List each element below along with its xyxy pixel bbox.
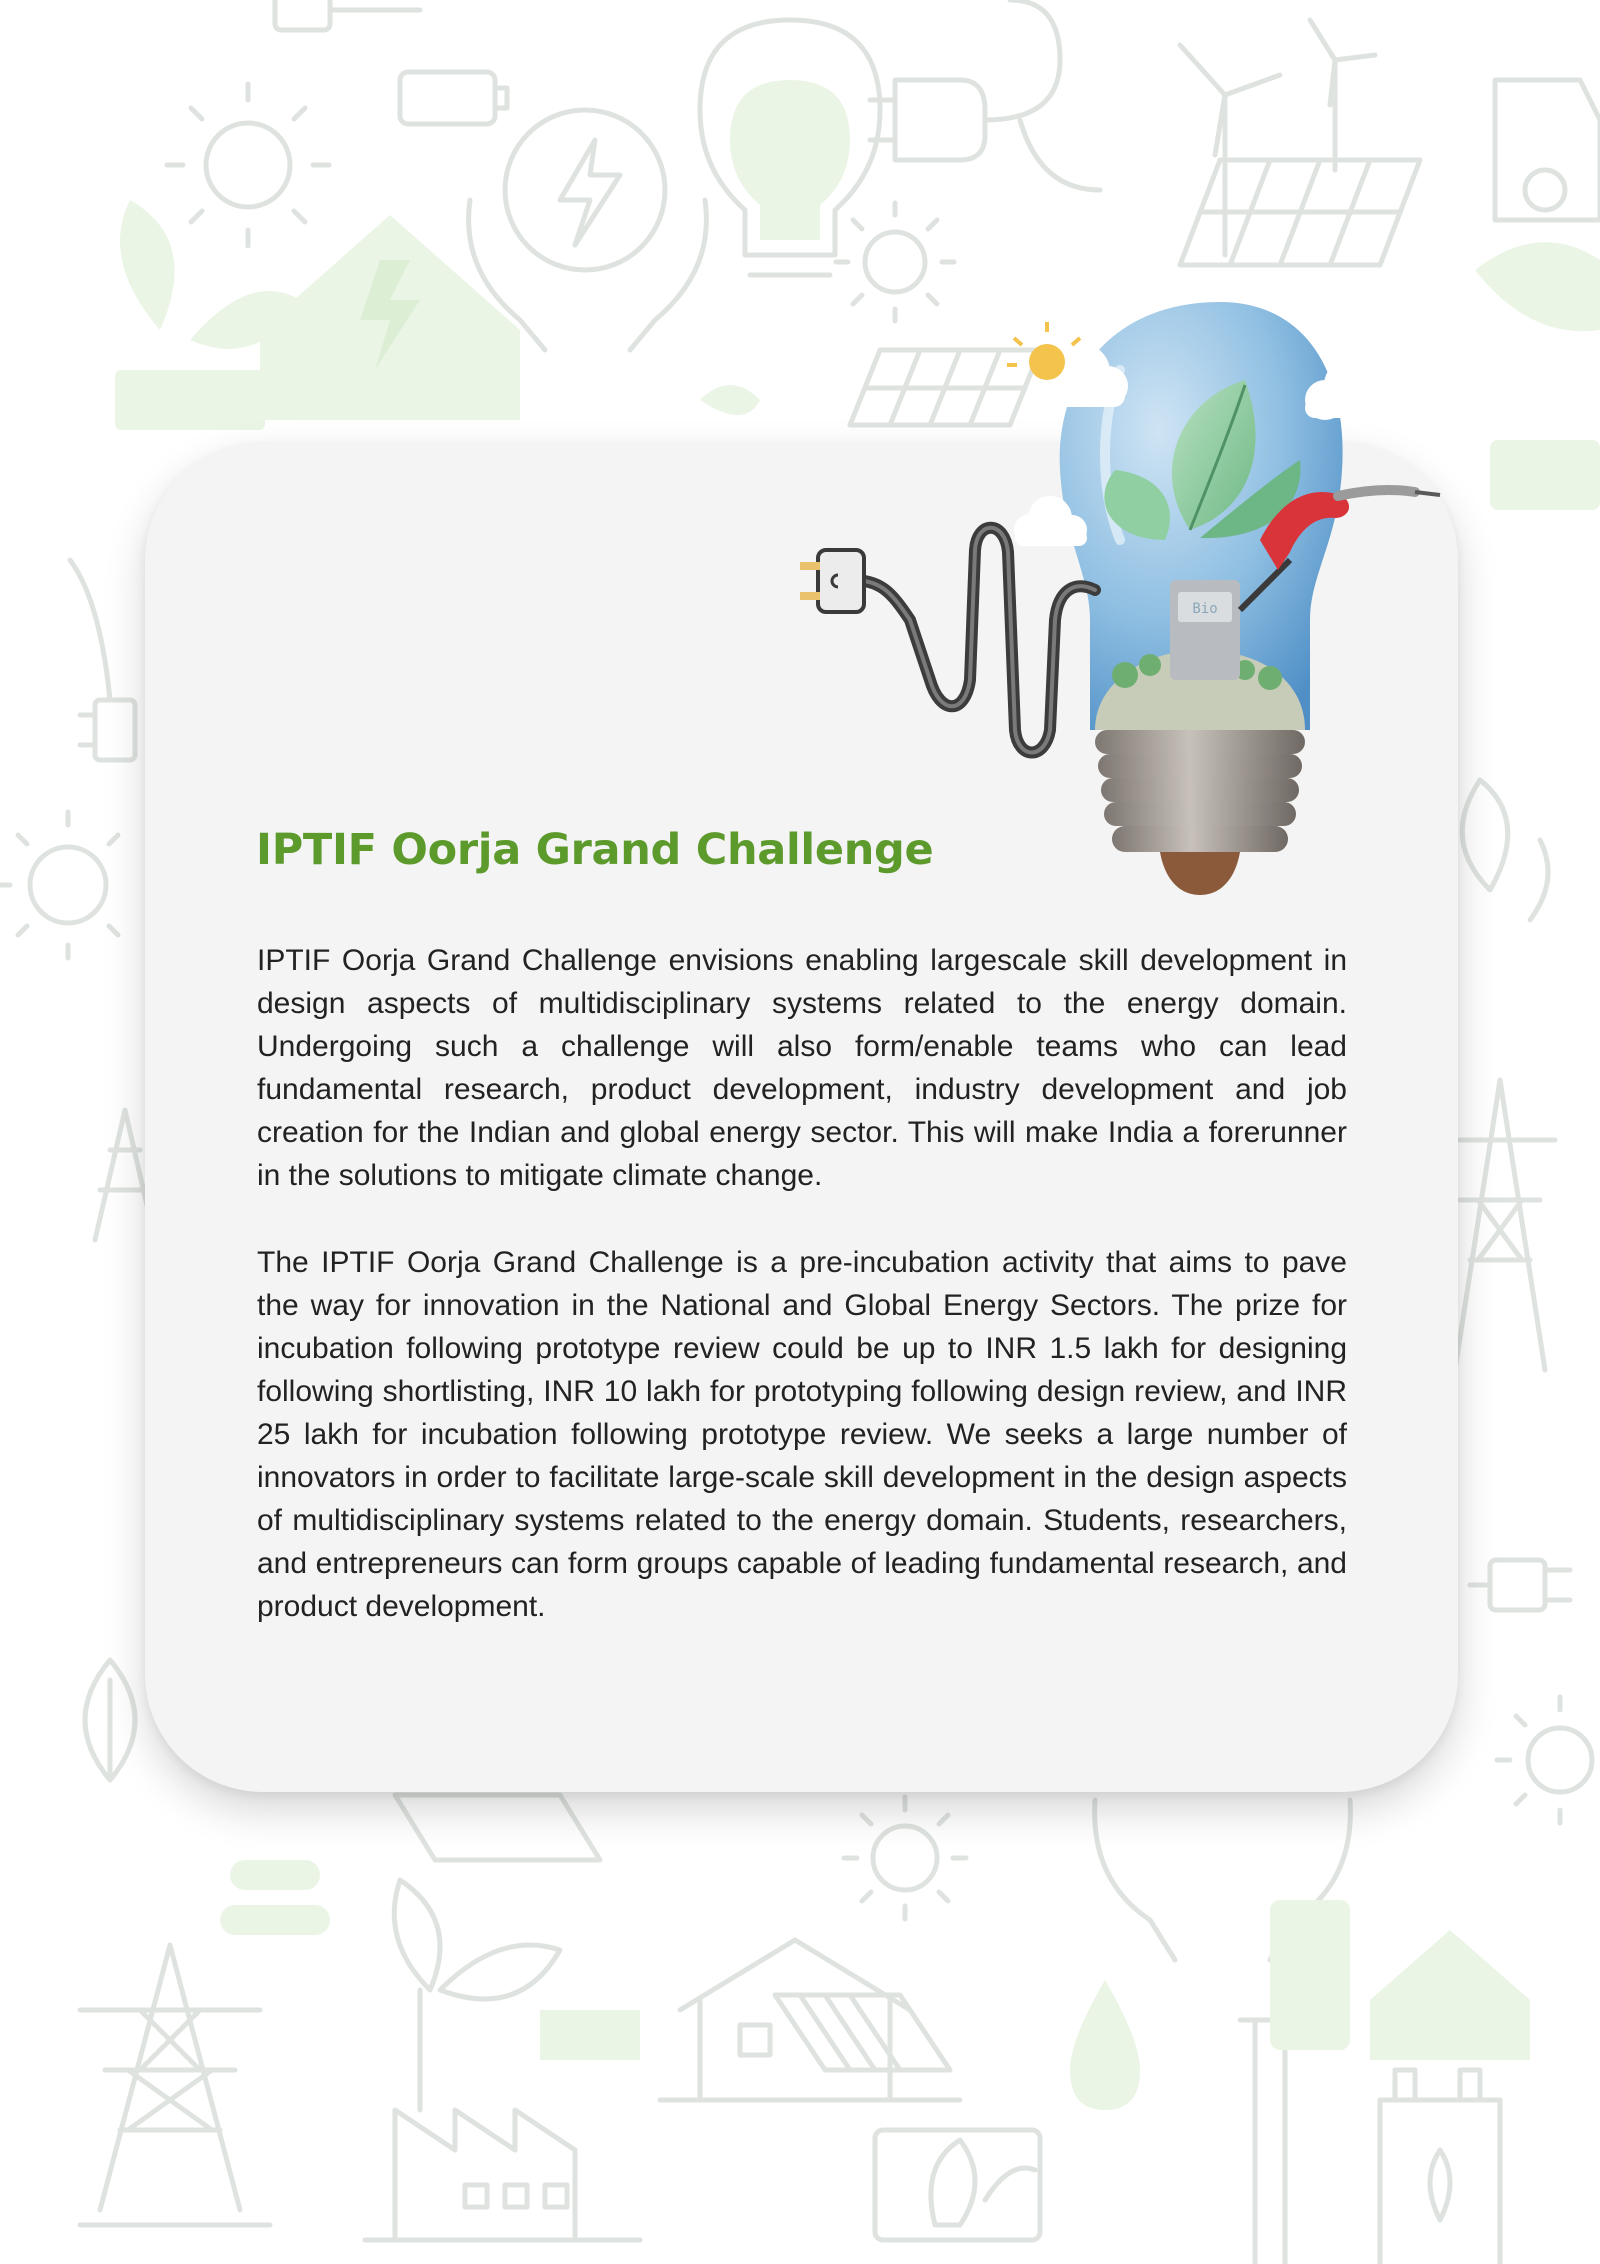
lightbulb-icon	[730, 80, 850, 240]
plug-icon	[70, 560, 135, 760]
power-tower-icon	[1445, 1080, 1555, 1370]
house-icon	[1370, 1930, 1530, 2060]
battery-icon	[400, 72, 507, 124]
house-icon	[660, 1940, 960, 2100]
plug-icon	[800, 550, 864, 612]
meter-label: Bio	[1192, 601, 1218, 617]
sun-icon	[167, 84, 329, 246]
sun-icon	[1497, 1697, 1592, 1823]
details-paragraph: The IPTIF Oorja Grand Challenge is a pre-incubation activity that aims to pave the way for innovation in the National and Global Energy Sectors. The prize for incubation following prototype review could be up to INR 1.5 lakh for designing following shortlisting, INR 10 lakh for prototyping following design review, and INR 25 lakh for incubation following prototype review. We seeks a large number of innovators in order to facilitate large-scale skill development in the design aspects of multidisciplinary systems related to the energy domain. Students, researchers, and entrepreneurs can form groups capable of leading fundamental research, and product development.	[257, 1246, 1347, 1623]
ev-charger-icon	[1495, 80, 1600, 220]
leaf-icon	[875, 2130, 1040, 2240]
bulb-base	[1095, 730, 1305, 895]
leaf-icon	[120, 200, 175, 330]
power-tower-icon	[80, 1945, 270, 2225]
intro-paragraph: IPTIF Oorja Grand Challenge envisions enabling largescale skill development in design aspects of multidisciplinary systems related to the energy domain. Undergoing such a challenge will also form/enable teams who can lead fundamental research, product development, industry development and job creation for the Indian and global energy sector. This will make India a forerunner in the solutions to mitigate climate change.	[257, 944, 1347, 1192]
ev-charger-icon	[1170, 580, 1240, 680]
page-title: IPTIF Oorja Grand Challenge	[256, 825, 934, 875]
plug-icon	[1470, 1560, 1570, 1610]
leaf-icon	[1462, 780, 1548, 920]
leaf-icon	[1475, 242, 1600, 331]
plug-icon	[870, 0, 1100, 190]
water-drop-icon	[1070, 1980, 1140, 2110]
sun-icon	[844, 1797, 966, 1919]
solar-panel-icon	[395, 1795, 600, 1860]
solar-panel-icon	[1180, 160, 1420, 265]
hands-icon	[469, 110, 707, 350]
sun-icon	[0, 812, 118, 958]
plug-icon	[275, 0, 420, 30]
leaf-icon	[85, 1660, 135, 1780]
